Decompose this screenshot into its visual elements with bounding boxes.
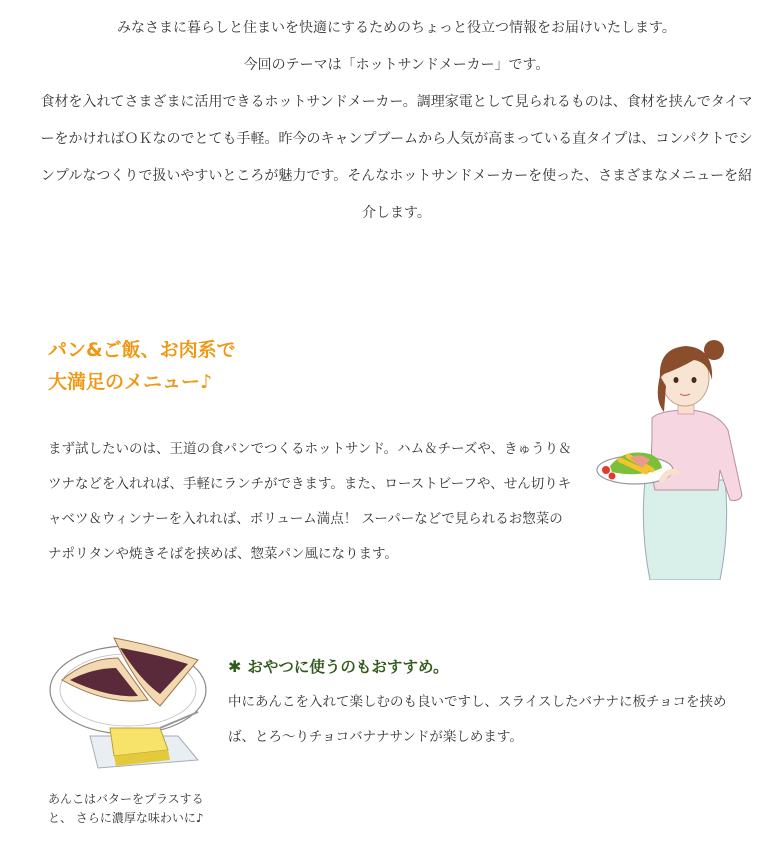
snack-section [228, 655, 753, 755]
sandwich-caption: あんこはバターをプラスすると、 さらに濃厚な味わいに♪ [48, 792, 204, 825]
snack-body: 中にあんこを入れて楽しむのも良いですし、スライスしたバナナに板チョコを挟めば、とろ〜りチョコバナナサンドが楽しめます。 [228, 694, 727, 745]
asterisk-icon: ✱ [228, 656, 242, 676]
hot-sandwich-with-butter-illustration [48, 628, 208, 778]
snack-heading [228, 655, 753, 677]
section-heading-line-1: パン&ご飯、お肉系で [48, 339, 236, 361]
intro-line-1: みなさまに暮らしと住まいを快適にするためのちょっと役立つ情報をお届けいたします。 [117, 20, 676, 36]
woman-holding-salad-illustration [590, 330, 755, 580]
section-heading-line-2: 大満足のメニュー♪ [48, 371, 213, 393]
snack-heading-text: おやつに使うのもおすすめ。 [247, 658, 449, 676]
section-body-bread-meat: まず試したいのは、王道の食パンでつくるホットサンド。ハム＆チーズや、きゅうり＆ツナなどを入れれば、手軽にランチができます。また、ローストビーフや、せん切りキャベツ＆ウィンナーを入れれば、ボリューム満点！ スーパーなどで見られるお惣菜のナポリタンや焼きそばを挟めば、惣菜パン風になります。 [48, 441, 572, 562]
intro-section [40, 10, 753, 232]
intro-line-2: 今回のテーマは「ホットサンドメーカー」です。 [243, 57, 550, 73]
intro-paragraph: 食材を入れてさまざまに活用できるホットサンドメーカー。調理家電として見られるものは、食材を挟んでタイマーをかければＯＫなのでとても手軽。昨今のキャンプブームから人気が高まっている直タイプは、コンパクトでシンプルなつくりで扱いやすいところが魅力です。そんなホットサンドメーカーを使った、さまざまなメニューを紹介します。 [40, 94, 753, 221]
section-heading-bread-meat [48, 334, 236, 398]
